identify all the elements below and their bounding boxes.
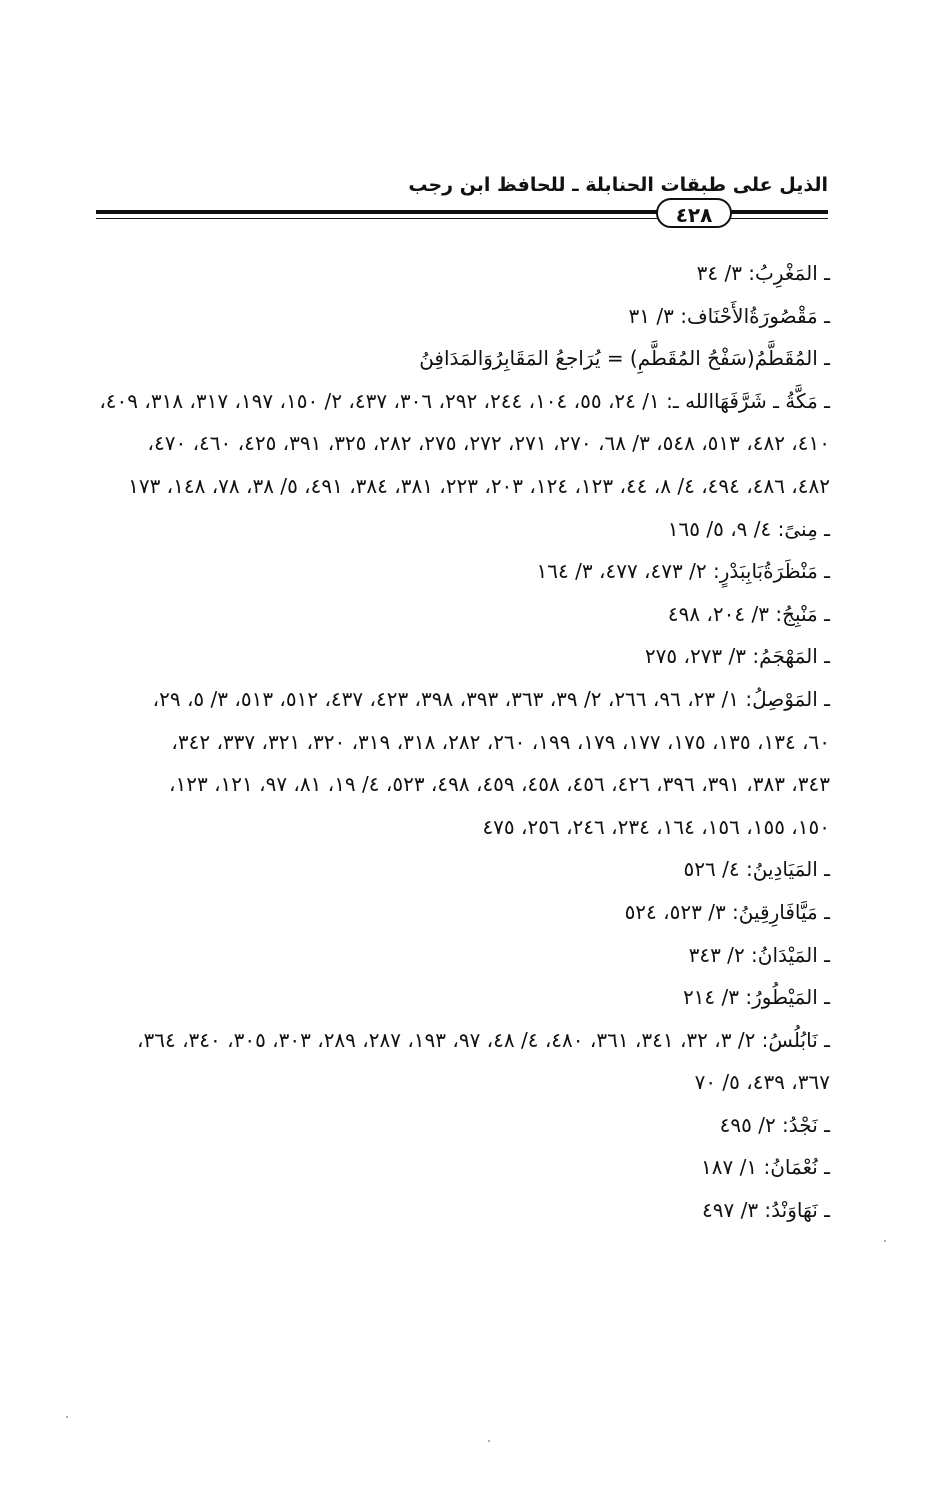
- index-entry: ـ المَيَادِينُ: ٤/ ٥٢٦: [683, 857, 830, 882]
- index-entry-continuation: ٣٤٣، ٣٨٣، ٣٩١، ٣٩٦، ٤٢٦، ٤٥٦، ٤٥٨، ٤٥٩، ٤٩٨، ٥٢٣، ٤/ ١٩، ٨١، ٩٧، ١٢١، ١٢٣،: [169, 772, 830, 797]
- running-title: الذيل على طبقات الحنابلة ـ للحافظ ابن رجب: [408, 174, 828, 196]
- index-entries: [100, 252, 830, 1232]
- index-entry-continuation: ٦٠، ١٣٤، ١٣٥، ١٧٥، ١٧٧، ١٧٩، ١٩٩، ٢٦٠، ٢٨٢، ٣١٨، ٣١٩، ٣٢٠، ٣٢١، ٣٣٧، ٣٤٢،: [171, 729, 830, 754]
- header-rule-thick-right: [728, 210, 828, 214]
- index-entry: ـ المَيْطُورُ: ٣/ ٢١٤: [682, 985, 830, 1010]
- index-entry: ـ المَيْدَانُ: ٢/ ٣٤٣: [688, 942, 830, 967]
- index-entry: ـ نُعْمَانُ: ١/ ١٨٧: [701, 1155, 830, 1180]
- scan-speck: [66, 1416, 68, 1418]
- index-entry: ـ مَكَّةُ ـ شَرَّفَهَاالله ـ: ١/ ٢٤، ٥٥، ١٠٤، ٢٤٤، ٢٩٢، ٣٠٦، ٤٣٧، ٢/ ١٥٠، ١٩٧، ٣١٧، ٣١٨، ٤٠٩،: [99, 388, 830, 413]
- header-rule-thin-right: [728, 218, 828, 219]
- index-entry: ـ المَغْرِبُ: ٣/ ٣٤: [696, 261, 830, 285]
- index-entry: ـ نَجْدُ: ٢/ ٤٩٥: [719, 1112, 830, 1137]
- index-entry: ـ المَوْصِلُ: ١/ ٢٣، ٩٦، ٢٦٦، ٢/ ٣٩، ٣٦٣، ٣٩٣، ٣٩٨، ٤٢٣، ٤٣٧، ٥١٢، ٥١٣، ٣/ ٥، ٢٩،: [152, 686, 830, 711]
- index-entry: ـ المُقَطَّمُ(سَفْحُ المُقَطَّمِ) = يُرَاجعُ المَقَابِرُوَالمَدَافِنُ: [419, 346, 830, 371]
- index-entry: ـ مَيَّافَارِقِينُ: ٣/ ٥٢٣، ٥٢٤: [624, 899, 830, 924]
- index-entry-continuation: ٣٦٧، ٤٣٩، ٥/ ٧٠: [694, 1070, 830, 1095]
- index-entry-continuation: ٤٨٢، ٤٨٦، ٤٩٤، ٤/ ٨، ٤٤، ١٢٣، ١٢٤، ٢٠٣، ٢٢٣، ٣٨١، ٣٨٤، ٤٩١، ٥/ ٣٨، ٧٨، ١٤٨، ١٧٣: [128, 473, 830, 498]
- index-entry: ـ مَنْبِجُ: ٣/ ٢٠٤، ٤٩٨: [667, 601, 830, 626]
- index-entry-continuation: ٤١٠، ٤٨٢، ٥١٣، ٥٤٨، ٣/ ٦٨، ٢٧٠، ٢٧١، ٢٧٢، ٢٧٥، ٢٨٢، ٣٢٥، ٣٩١، ٤٢٥، ٤٦٠، ٤٧٠،: [147, 431, 830, 456]
- header-rule-thick-left: [96, 210, 660, 214]
- page-header: [96, 168, 828, 238]
- index-entry: ـ المَهْجَمُ: ٣/ ٢٧٣، ٢٧٥: [644, 644, 830, 669]
- scan-speck: [488, 1440, 490, 1442]
- index-entry-continuation: ١٥٠، ١٥٥، ١٥٦، ١٦٤، ٢٣٤، ٢٤٦، ٢٥٦، ٤٧٥: [482, 814, 830, 839]
- page-number: ٤٢٨: [656, 198, 732, 228]
- index-entry: ـ مَنْظَرَةُبَابِبَدْرٍ: ٢/ ٤٧٣، ٤٧٧، ٣/ ١٦٤: [536, 559, 830, 584]
- index-entry: ـ مَقْصُورَةُالأَحْنَاف: ٣/ ٣١: [628, 303, 830, 328]
- index-entry: ـ نَابُلُسُ: ٢/ ٣، ٣٢، ٣٤١، ٣٦١، ٤٨٠، ٤/ ٤٨، ٩٧، ١٩٣، ٢٨٧، ٢٨٩، ٣٠٣، ٣٠٥، ٣٤٠، ٣٦٤،: [137, 1027, 830, 1052]
- scan-speck: [884, 1240, 886, 1242]
- index-entry: ـ مِنىً: ٤/ ٩، ٥/ ١٦٥: [667, 516, 830, 541]
- index-entry: ـ نَهَاوَنْدُ: ٣/ ٤٩٧: [701, 1198, 830, 1223]
- header-rule-thin-left: [96, 218, 660, 219]
